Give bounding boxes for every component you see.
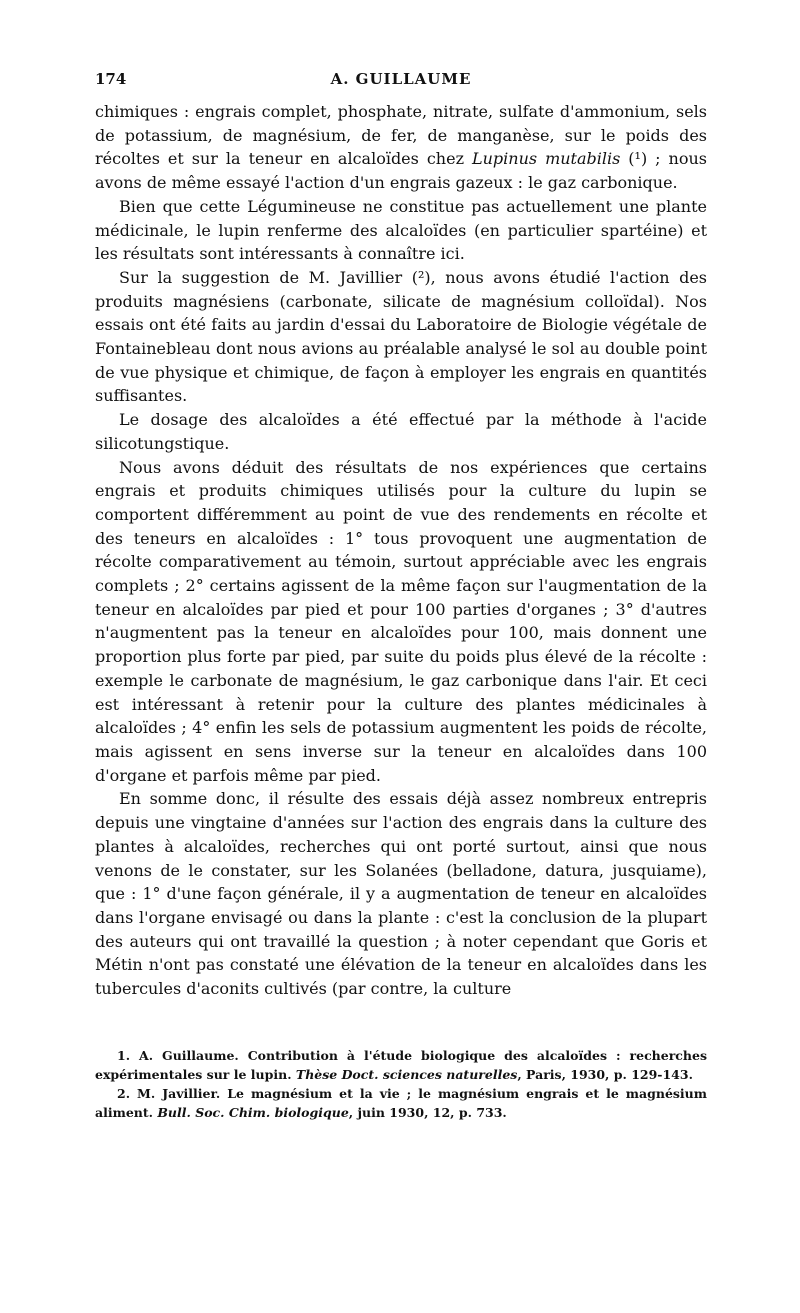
paragraph: Nous avons déduit des résultats de nos expériences que certains engrais et produits chimiques utilisés pour la culture du lupin se comportent différemment au point de vue des rendements en récolte et des teneurs en alcaloïdes : 1° tous provoquent une augmentation de récolte comparativement au témoin, surtout appréciable avec les engrais complets ; 2° certains agissent de la même façon sur l'augmentation de la teneur en alcaloïdes par pied et pour 100 parties d'organes ; 3° d'autres n'augmentent pas la teneur en alcaloïdes pour 100, mais donnent une proportion plus forte par pied, par suite du poids plus élevé de la récolte : exemple le carbonate de magnésium, le gaz carbonique dans l'air. Et ceci est intéressant à retenir pour la culture des plantes médicinales à alcaloïdes ; 4° enfin les sels de potassium augmentent les poids de récolte, mais agissent en sens inverse sur la teneur en alcaloïdes dans 100 d'organe et parfois même par pied. [95, 457, 707, 785]
page-header [95, 70, 707, 94]
paragraph-text-tail: (¹) ; nous avons de même essayé l'action d'un engrais gazeux : le gaz carbonique. [95, 149, 707, 193]
footnote [95, 1046, 707, 1084]
footnote-title: Thèse Doct. sciences naturelles [295, 1067, 518, 1082]
footnotes [95, 1046, 707, 1122]
paragraph: En somme donc, il résulte des essais déjà assez nombreux entrepris depuis une vingtaine d'années sur l'action des engrais dans la culture des plantes à alcaloïdes, recherches qui ont porté surtout, ainsi que nous venons de le constater, sur les Solanées (belladone, datura, jusquiame), que : 1° d'une façon générale, il y a augmentation de teneur en alcaloïdes dans l'organe envisagé ou dans la plante : c'est la conclusion de la plupart des auteurs qui ont travaillé la question ; à noter cependant que Goris et Métin n'ont pas constaté une élévation de la teneur en alcaloïdes dans les tubercules d'aconits cultivés (par contre, la culture [95, 789, 707, 999]
footnote-text: 1. A. Guillaume. Contribution à l'étude biologique des alcaloïdes : recherches expérimentales sur le lupin. [95, 1048, 707, 1082]
paragraph-text: chimiques : engrais complet, phosphate, nitrate, sulfate d'ammonium, sels de potassium, de magnésium, de fer, de manganèse, sur le poids des récoltes et sur la teneur en alcaloïdes chez [95, 102, 707, 169]
footnote-text: 2. M. Javillier. Le magnésium et la vie ; le magnésium engrais et le magnésium aliment. [95, 1086, 707, 1120]
paragraph: Sur la suggestion de M. Javillier (²), nous avons étudié l'action des produits magnésiens (carbonate, silicate de magnésium colloïdal). Nos essais ont été faits au jardin d'essai du Laboratoire de Biologie végétale de Fontainebleau dont nous avions au préalable analysé le sol au double point de vue physique et chimique, de façon à employer les engrais en quantités suffisantes. [95, 267, 707, 406]
running-title: A. GUILLAUME [330, 70, 472, 88]
footnote [95, 1084, 707, 1122]
body-text [95, 100, 707, 1001]
footnote-ref: , Paris, 1930, p. 129-143. [517, 1067, 693, 1082]
paragraph [95, 100, 707, 195]
footnote-ref: , juin 1930, 12, p. 733. [348, 1105, 507, 1120]
footnote-title: Bull. Soc. Chim. biologique [157, 1105, 349, 1120]
paragraph: Le dosage des alcaloïdes a été effectué par la méthode à l'acide silicotungstique. [95, 410, 707, 453]
species-name: Lupinus mutabilis [471, 149, 621, 169]
paragraph: Bien que cette Légumineuse ne constitue pas actuellement une plante médicinale, le lupin renferme des alcaloïdes (en particulier spartéine) et les résultats sont intéressants à connaître ici. [95, 196, 707, 264]
page-number: 174 [95, 70, 127, 88]
